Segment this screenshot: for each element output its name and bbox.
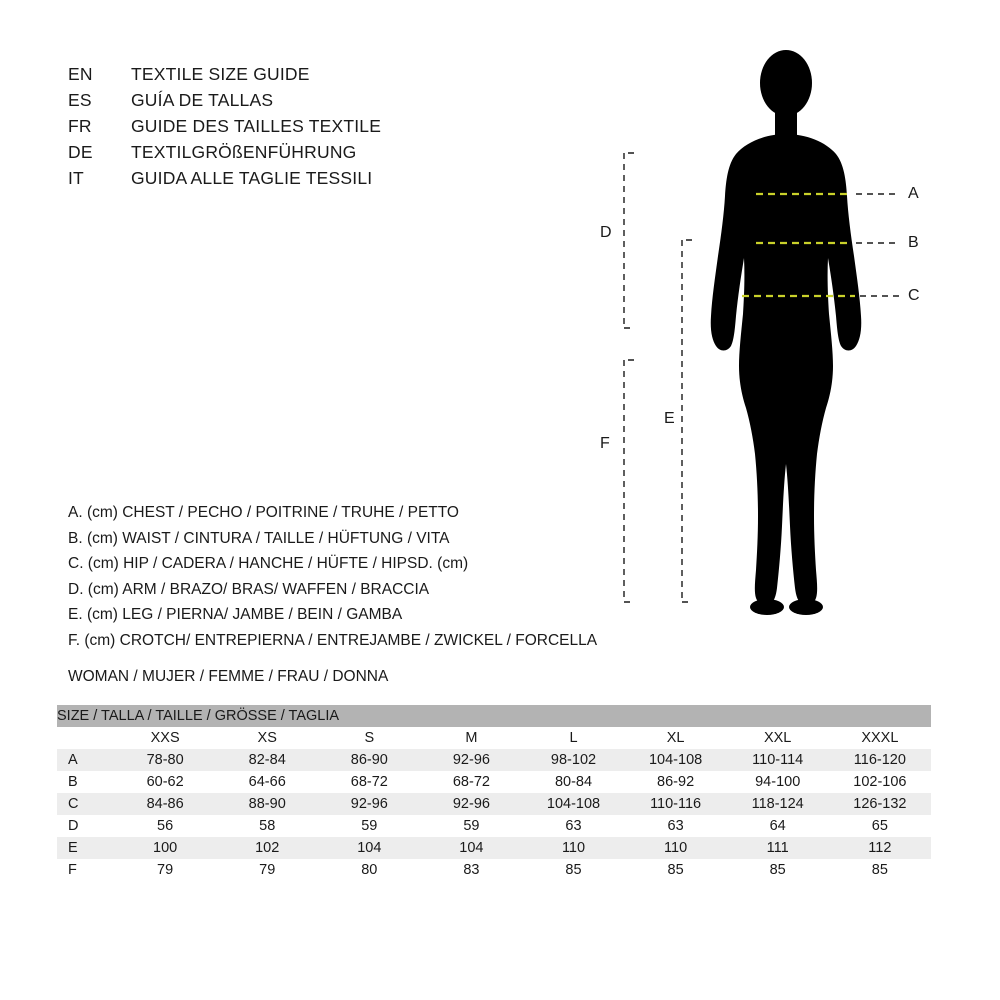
cell-e-s: 104	[318, 837, 420, 859]
legend-item-d: D. (cm) ARM / BRAZO/ BRAS/ WAFFEN / BRACCIA	[68, 580, 430, 598]
cell-c-xl: 110-116	[625, 793, 727, 815]
language-code-de: DE	[68, 142, 93, 162]
cell-e-xxxl: 112	[829, 837, 931, 859]
size-m: M	[420, 727, 522, 749]
cell-f-xl: 85	[625, 859, 727, 881]
cell-e-m: 104	[420, 837, 522, 859]
table-row	[57, 793, 931, 815]
cell-f-xs: 79	[216, 859, 318, 881]
callout-leader-lines	[856, 194, 900, 296]
size-xs: XS	[216, 727, 318, 749]
row-label-e: E	[57, 837, 114, 859]
cell-a-xxxl: 116-120	[829, 749, 931, 771]
title-text-fr: GUIDE DES TAILLES TEXTILE	[131, 116, 382, 136]
cell-a-xs: 82-84	[216, 749, 318, 771]
legend-item-f: F. (cm) CROTCH/ ENTREPIERNA / ENTREJAMBE / ZWICKEL / FORCELLA	[68, 631, 598, 649]
table-row	[57, 771, 931, 793]
cell-a-xl: 104-108	[625, 749, 727, 771]
vertical-label-e: E	[664, 410, 675, 427]
language-code-it: IT	[68, 168, 84, 188]
cell-b-l: 80-84	[522, 771, 624, 793]
title-text-en: TEXTILE SIZE GUIDE	[131, 64, 310, 84]
vertical-label-d: D	[600, 224, 612, 241]
silhouette-shape	[711, 50, 862, 615]
legend-item-c: C. (cm) HIP / CADERA / HANCHE / HÜFTE / HIPSD. (cm)	[68, 555, 469, 572]
cell-f-m: 83	[420, 859, 522, 881]
cell-f-s: 80	[318, 859, 420, 881]
cell-c-xxs: 84-86	[114, 793, 216, 815]
cell-e-xl: 110	[625, 837, 727, 859]
row-label-b: B	[57, 771, 114, 793]
cell-c-m: 92-96	[420, 793, 522, 815]
cell-d-m: 59	[420, 815, 522, 837]
cell-f-xxl: 85	[727, 859, 829, 881]
title-text-es: GUÍA DE TALLAS	[131, 90, 274, 110]
callout-label-a: A	[908, 185, 919, 202]
cell-c-xxl: 118-124	[727, 793, 829, 815]
row-label-d: D	[57, 815, 114, 837]
cell-b-s: 68-72	[318, 771, 420, 793]
cell-f-xxxl: 85	[829, 859, 931, 881]
legend-item-e: E. (cm) LEG / PIERNA/ JAMBE / BEIN / GAMBA	[68, 606, 403, 623]
cell-c-s: 92-96	[318, 793, 420, 815]
cell-c-xxxl: 126-132	[829, 793, 931, 815]
cell-c-l: 104-108	[522, 793, 624, 815]
table-header-label: SIZE / TALLA / TAILLE / GRÖSSE / TAGLIA	[57, 705, 931, 727]
group-label: WOMAN / MUJER / FEMME / FRAU / DONNA	[68, 668, 389, 685]
cell-b-xl: 86-92	[625, 771, 727, 793]
cell-d-xs: 58	[216, 815, 318, 837]
legend-item-b: B. (cm) WAIST / CINTURA / TAILLE / HÜFTUNG / VITA	[68, 529, 450, 547]
row-label-c: C	[57, 793, 114, 815]
size-xxl: XXL	[727, 727, 829, 749]
row-label-a: A	[57, 749, 114, 771]
language-code-es: ES	[68, 90, 92, 110]
table-row	[57, 859, 931, 881]
cell-a-s: 86-90	[318, 749, 420, 771]
row-label-blank	[57, 727, 114, 749]
size-xl: XL	[625, 727, 727, 749]
table-row-sizes	[57, 727, 931, 749]
title-text-de: TEXTILGRÖßENFÜHRUNG	[131, 142, 357, 162]
cell-f-xxs: 79	[114, 859, 216, 881]
title-text-it: GUIDA ALLE TAGLIE TESSILI	[131, 168, 373, 188]
size-s: S	[318, 727, 420, 749]
cell-d-xl: 63	[625, 815, 727, 837]
legend-item-a: A. (cm) CHEST / PECHO / POITRINE / TRUHE / PETTO	[68, 504, 459, 521]
title-row-de	[68, 142, 498, 168]
cell-d-xxl: 64	[727, 815, 829, 837]
size-xxs: XXS	[114, 727, 216, 749]
cell-a-m: 92-96	[420, 749, 522, 771]
cell-d-s: 59	[318, 815, 420, 837]
title-row-en	[68, 64, 498, 90]
cell-e-l: 110	[522, 837, 624, 859]
language-code-fr: FR	[68, 116, 92, 136]
cell-d-xxxl: 65	[829, 815, 931, 837]
callout-label-b: B	[908, 234, 919, 251]
title-row-it	[68, 168, 498, 194]
cell-b-xs: 64-66	[216, 771, 318, 793]
row-label-f: F	[57, 859, 114, 881]
title-block	[68, 64, 498, 194]
table-row	[57, 837, 931, 859]
table-row	[57, 815, 931, 837]
cell-b-xxs: 60-62	[114, 771, 216, 793]
cell-d-xxs: 56	[114, 815, 216, 837]
size-table	[57, 705, 931, 881]
table-header-row	[57, 705, 931, 727]
cell-a-xxl: 110-114	[727, 749, 829, 771]
legend-block	[68, 500, 668, 653]
cell-b-xxl: 94-100	[727, 771, 829, 793]
cell-e-xxs: 100	[114, 837, 216, 859]
title-row-es	[68, 90, 498, 116]
vertical-label-f: F	[600, 435, 610, 452]
size-xxxl: XXXL	[829, 727, 931, 749]
size-l: L	[522, 727, 624, 749]
table-row	[57, 749, 931, 771]
cell-b-xxxl: 102-106	[829, 771, 931, 793]
callout-label-c: C	[908, 287, 920, 304]
cell-a-xxs: 78-80	[114, 749, 216, 771]
language-code-en: EN	[68, 64, 93, 84]
cell-a-l: 98-102	[522, 749, 624, 771]
cell-e-xxl: 111	[727, 837, 829, 859]
cell-b-m: 68-72	[420, 771, 522, 793]
size-table-wrapper	[57, 705, 931, 881]
cell-f-l: 85	[522, 859, 624, 881]
cell-e-xs: 102	[216, 837, 318, 859]
cell-c-xs: 88-90	[216, 793, 318, 815]
title-row-fr	[68, 116, 498, 142]
cell-d-l: 63	[522, 815, 624, 837]
